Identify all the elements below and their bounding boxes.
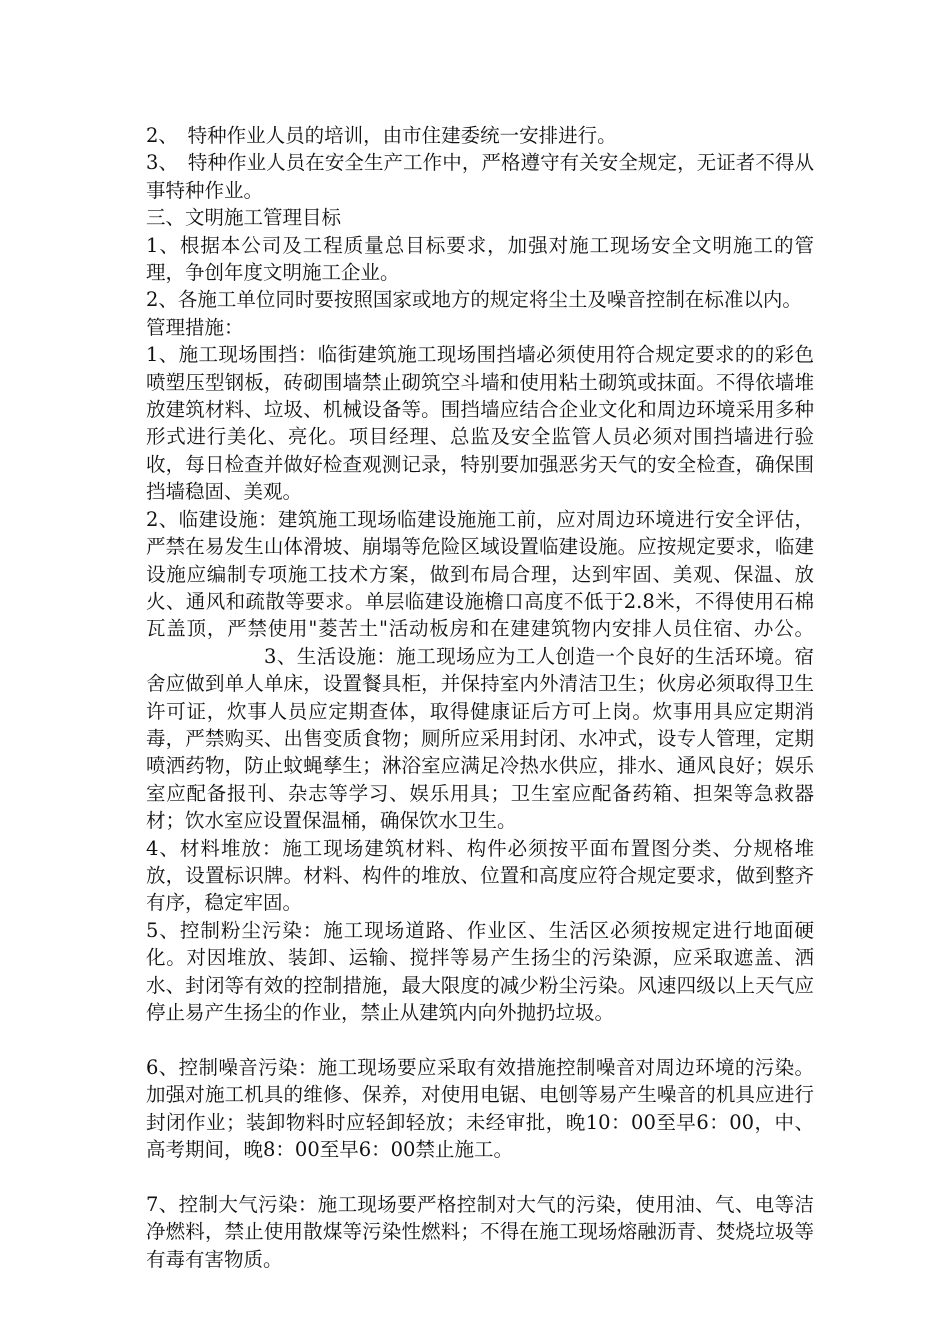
measure-living-facilities-text: 3、生活设施：施工现场应为工人创造一个良好的生活环境。宿舍应做到单人单床，设置餐具柜，并保持室内外清洁卫生；伙房必须取得卫生许可证，炊事人员应定期查体，取得健康证后方可上岗。炊事用具应定期消毒，严禁购买、出售变质食物；厕所应采用封闭、水冲式，设专人管理，定期喷洒药物，防止蚊蝇孳生；淋浴室应满足冷热水供应，排水、通风良好；娱乐室应配备报刊、杂志等学习、娱乐用具；卫生室应配备药箱、担架等急救器材；饮水室应设置保温桶，确保饮水卫生。: [146, 644, 814, 833]
paragraph-safety-rules: 3、 特种作业人员在安全生产工作中，严格遵守有关安全规定，无证者不得从事特种作业。: [146, 151, 814, 202]
paragraph-measure-temporary-facilities: [146, 506, 814, 835]
document-body: [146, 122, 814, 1273]
paragraph-measure-enclosure: 1、施工现场围挡：临街建筑施工现场围挡墙必须使用符合规定要求的的彩色喷塑压型钢板，砖砌围墙禁止砌筑空斗墙和使用粘土砌筑或抹面。不得依墙堆放建筑材料、垃圾、机械设备等。围挡墙应结合企业文化和周边环境采用多种形式进行美化、亮化。项目经理、总监及安全监管人员必须对围挡墙进行验收，每日检查并做好检查观测记录，特别要加强恶劣天气的安全检查，确保围挡墙稳固、美观。: [146, 343, 814, 504]
paragraph-goal-1: 1、根据本公司及工程质量总目标要求，加强对施工现场安全文明施工的管理，争创年度文明施工企业。: [146, 233, 814, 285]
paragraph-measure-air-pollution: 7、控制大气污染：施工现场要严格控制对大气的污染，使用油、气、电等洁净燃料，禁止使用散煤等污染性燃料；不得在施工现场熔融沥青、焚烧垃圾等有毒有害物质。: [146, 1192, 814, 1271]
paragraph-training: 2、 特种作业人员的培训，由市住建委统一安排进行。: [146, 124, 617, 147]
paragraph-measure-noise-control: 6、控制噪音污染：施工现场要应采取有效措施控制噪音对周边环境的污染。加强对施工机具的维修、保养，对使用电锯、电刨等易产生噪音的机具应进行封闭作业；装卸物料时应轻卸轻放；未经审批，晚10：00至早6：00，中、高考期间，晚8：00至早6：00禁止施工。: [146, 1055, 814, 1162]
paragraph-measure-material-stacking: 4、材料堆放：施工现场建筑材料、构件必须按平面布置图分类、分规格堆放，设置标识牌。材料、构件的堆放、位置和高度应符合规定要求，做到整齐有序，稳定牢固。: [146, 836, 814, 915]
section-heading-civilized-construction: 三、文明施工管理目标: [146, 206, 342, 230]
paragraph-goal-2: 2、各施工单位同时要按照国家或地方的规定将尘土及噪音控制在标准以内。: [146, 288, 802, 312]
subheading-management-measures: 管理措施：: [146, 315, 244, 339]
paragraph-spacer: [146, 1163, 814, 1190]
paragraph-measure-dust-control: 5、控制粉尘污染：施工现场道路、作业区、生活区必须按规定进行地面硬化。对因堆放、装卸、运输、搅拌等易产生扬尘的污染源，应采取遮盖、洒水、封闭等有效的控制措施，最大限度的减少粉尘污染。风速四级以上天气应停止易产生扬尘的作业，禁止从建筑内向外抛扔垃圾。: [146, 918, 814, 1024]
measure-temporary-facilities-text: 2、临建设施：建筑施工现场临建设施施工前，应对周边环境进行安全评估，严禁在易发生山体滑坡、崩塌等危险区域设置临建设施。应按规定要求，临建设施应编制专项施工技术方案，做到布局合理，达到牢固、美观、保温、放火、通风和疏散等要求。单层临建设施檐口高度不低于2.8米，不得使用石棉瓦盖顶，严禁使用"菱苦土"活动板房和在建建筑物内安排人员住宿、办公。: [146, 507, 814, 641]
paragraph-spacer: [146, 1026, 814, 1053]
